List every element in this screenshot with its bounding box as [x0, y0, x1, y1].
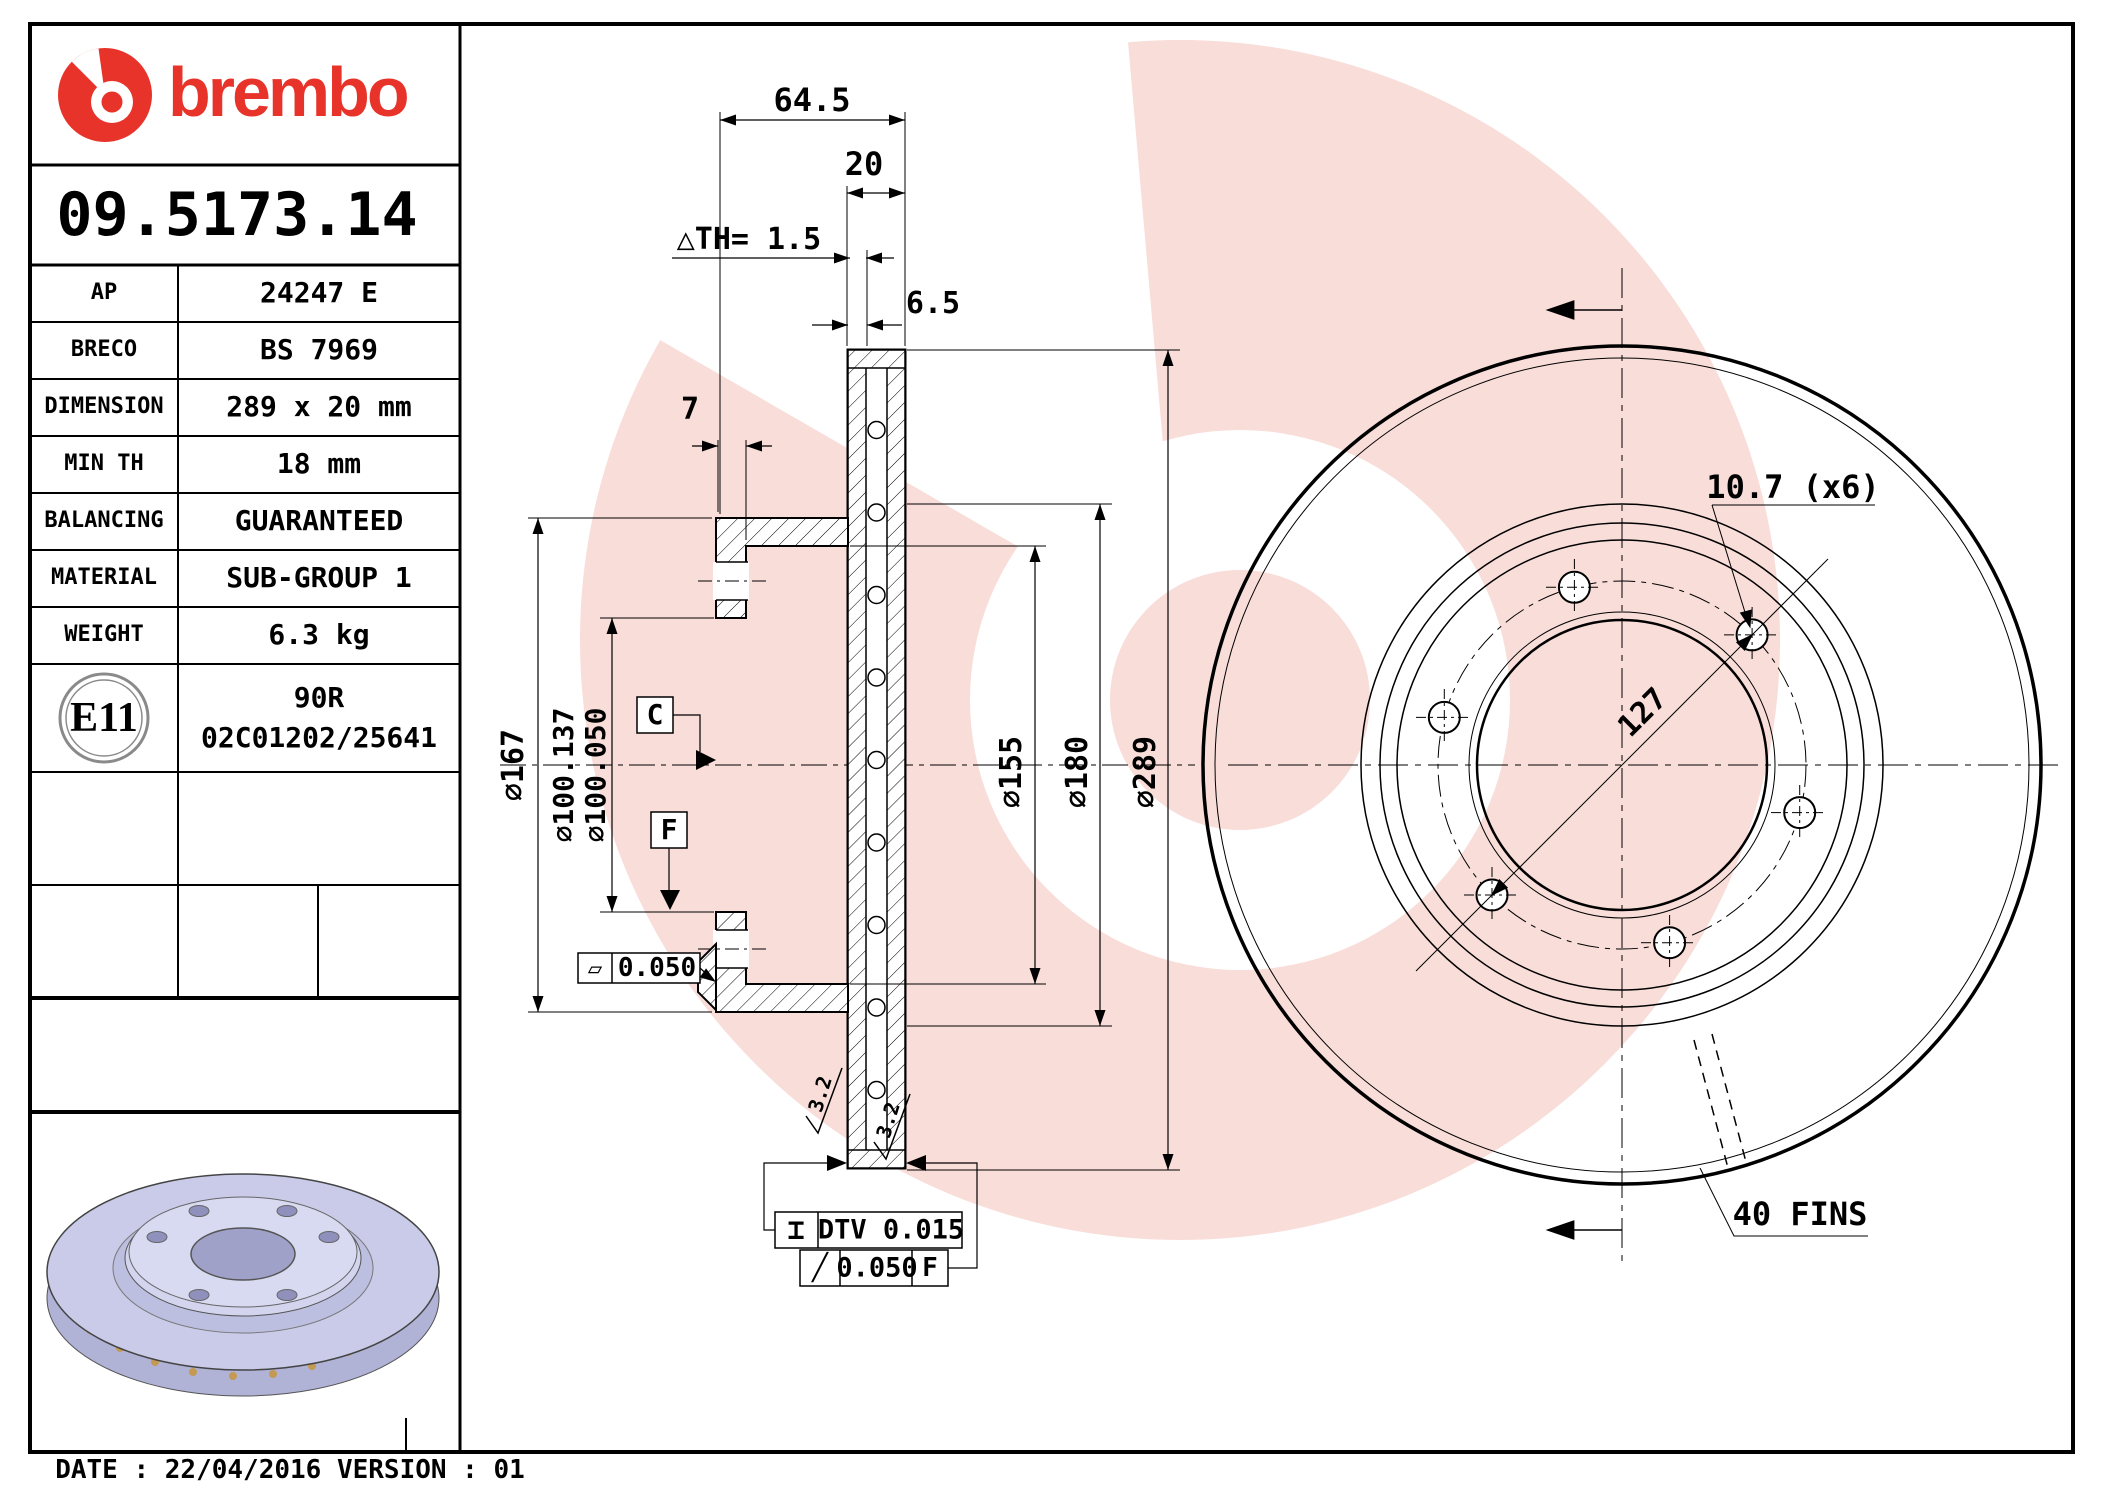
- dim-overall-width: 64.5: [773, 81, 851, 119]
- dim-dia-167: ⌀167: [496, 728, 531, 802]
- dim-disc-thickness: 20: [844, 145, 884, 183]
- brembo-watermark: [580, 40, 1780, 1240]
- flatness-value: 0.050: [617, 953, 697, 983]
- spec-label-dimension: DIMENSION: [44, 394, 164, 419]
- approval-line1: 90R: [293, 681, 345, 714]
- spec-label-minth: MIN TH: [64, 451, 144, 476]
- brembo-logo-icon: [58, 48, 152, 142]
- dtv-symbol-icon: ⌶: [787, 1213, 805, 1246]
- runout-datum: F: [922, 1253, 938, 1283]
- label-bolt-holes: 10.7 (x6): [1706, 468, 1880, 506]
- dim-dia-180: ⌀180: [1060, 735, 1095, 809]
- spec-value-balancing: GUARANTEED: [234, 504, 404, 537]
- datum-c: C: [646, 698, 664, 731]
- label-fins: 40 FINS: [1732, 1195, 1868, 1233]
- dim-th-wear: △TH= 1.5: [676, 222, 822, 257]
- spec-value-material: SUB-GROUP 1: [226, 561, 412, 594]
- dim-wall-thickness: 7: [680, 392, 700, 427]
- part-number: 09.5173.14: [56, 180, 418, 250]
- dtv-value: DTV 0.015: [817, 1214, 965, 1246]
- runout-symbol-icon: ╱: [812, 1253, 828, 1283]
- runout-value: 0.050: [836, 1252, 918, 1284]
- spec-label-weight: WEIGHT: [64, 622, 144, 647]
- datum-f: F: [660, 813, 678, 846]
- roughness-right: 3.2: [871, 1099, 905, 1141]
- date-version-line: DATE : 22/04/2016 VERSION : 01: [55, 1455, 525, 1485]
- dim-dia-155: ⌀155: [994, 735, 1029, 809]
- spec-label-balancing: BALANCING: [44, 508, 164, 533]
- spec-value-breco: BS 7969: [259, 333, 379, 366]
- dim-dia-100-hi: ⌀100.137: [547, 707, 580, 843]
- label-pcd: 127: [1611, 681, 1675, 745]
- spec-label-material: MATERIAL: [51, 565, 157, 590]
- dim-dia-289: ⌀289: [1128, 735, 1163, 809]
- brand-wordmark: brembo: [168, 53, 407, 131]
- dim-plate-thickness: 6.5: [905, 286, 961, 321]
- approval-line2: 02C01202/25641: [200, 721, 438, 754]
- spec-label-ap: AP: [90, 280, 118, 305]
- e11-mark: E11: [70, 695, 138, 741]
- spec-label-breco: BRECO: [70, 337, 138, 362]
- spec-value-weight: 6.3 kg: [268, 618, 370, 651]
- disc-render: [47, 1174, 439, 1396]
- flatness-symbol-icon: ▱: [587, 954, 603, 982]
- spec-value-minth: 18 mm: [276, 447, 362, 480]
- spec-value-ap: 24247 E: [259, 276, 379, 309]
- dim-dia-100-lo: ⌀100.050: [579, 707, 612, 843]
- roughness-left: 3.2: [803, 1073, 837, 1115]
- spec-value-dimension: 289 x 20 mm: [226, 390, 412, 423]
